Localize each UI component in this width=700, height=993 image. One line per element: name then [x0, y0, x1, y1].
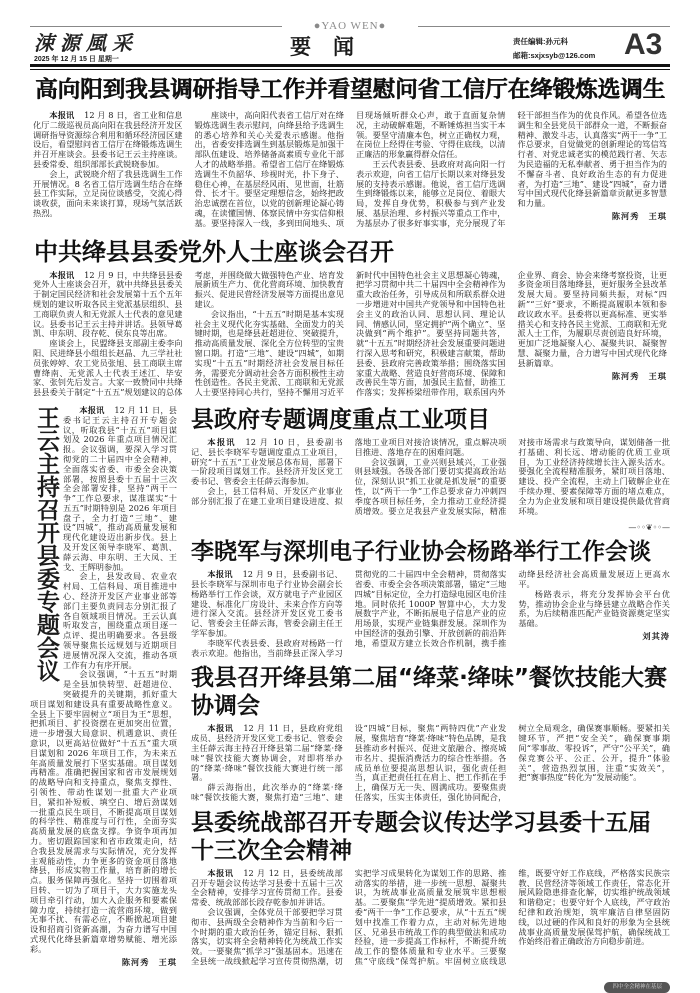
article-headline: 县政府专题调度重点工业项目: [191, 406, 490, 433]
paragraph: [191, 724, 343, 783]
article-body: [191, 438, 670, 516]
paragraph: 会议强调，全体党员干部要把学习贯彻市、县两级全会精神作为当前和今后一个时期的重大政治任务，锚定目标、狠抓落实，切实将全会精神转化为统战工作实效。一要聚焦“抓学习”强基固本。迅速在全县统一战线掀起学习宣传贯彻热潮，切实把学习成果转化为谋划工作的思路、推动落实的举措，进一步统一思想、凝聚共识，为统战事业高质量发展筑牢思想根基。二要聚焦“学先进”提质增效。紧扣县委“两干一争”工作总要求，从“十五五”规划中找准工作着力点，主动对标先进地区、兄弟县市统战工作的典型做法和成功经验，进一步提高工作标杆，不断提升统战工作的整体质量和专业水平。三要聚焦“守底线”保驾护航。牢固树立底线思维，既要守好工作底线，严格落实民族宗教、民营经济等领域工作责任，常态化开展风险隐患排查化解，切实维护统战领域和谐稳定；也要守好个人底线，严守政治纪律和政治规矩，筑牢廉洁自律坚固防线，以过硬的作风和良好的形象为全县统战事业高质量发展保驾护航，确保统战工作始终沿着正确政治方向稳步前进。: [191, 867, 670, 967]
section-tag: ●YAO WEN●: [282, 19, 418, 33]
badge-row: [191, 973, 670, 993]
paragraph: [33, 271, 183, 340]
article-body: [30, 406, 177, 993]
paragraph: [191, 438, 343, 487]
paragraph-text: 12 月 9 日，县委副书记、县长李晓军与深圳市电子行业协会副会长杨路举行工作会谈，双方就电子产业园区建设、标准化厂房设计、未来合作方向等进行深入交流。县经济开发区党工委书记、管委会主任薛云海，管委会副主任王学军参加。: [191, 569, 343, 639]
masthead-logo: 涑源風采: [34, 31, 138, 55]
editor-info: [513, 35, 595, 63]
issue-date: 2025 年 12 月 15 日 星期一: [34, 56, 119, 63]
article-body: [191, 869, 670, 967]
article-headline: 县委统战部召开专题会议传达学习县委十五届十三次全会精神: [191, 809, 651, 864]
paragraph-text: 12 月 12 日，县委统战部召开专题会议传达学习县委十五届十三次全会精神，安排学习宣传贯彻工作。县委常委、统战部部长段存乾参加并讲话。: [191, 867, 343, 908]
lead-tag: 本报讯: [207, 569, 233, 580]
paragraph: 会议指出，“十五五”时期是基本实现社会主义现代化夯实基础、全面发力的关键时期，也是绛县赶超进位、突破提升，推动高质量发展、深化全方位转型的宝贵窗口期。打造“三地”、建设“四城”，如期实现“十五五”时期经济社会发展目标任务，需要充分调动社会各方面积极性主动性创造性。各民主党派、工商联和无党派人士要坚持同心共行，坚持不懈用习近平新时代中国特色社会主义思想凝心铸魂，把学习贯彻中共二十届四中全会精神作为重大政治任务，引导成员和所联系群众进一步增进对中国共产党领导和中国特色社会主义的政治认同、思想认同、理论认同、情感认同，坚定拥护“两个确立”、坚决做到“两个维护”。要坚持同题共答，就“十五五”时期经济社会发展重要问题进行深入思考和研究，积极建言献策，帮助县委、县政府完善政策举措；围绕落实国家重大战略、营造良好营商环境、保障和改善民生等方面，加强民主监督，助推工作落实；发挥桥梁纽带作用，联系国内外企业界、商会、协会来绛考察投资，让更多资金项目落地绛县，更好服务全县改革发展大局。要坚持同频共振，对标“四新”“三好”要求，不断提高履职本领和参政议政水平。县委将以更高标准、更实举措关心和支持各民主党派、工商联和无党派人士工作，为履职尽责创造良好环境，更加广泛地凝聚人心、凝聚共识、凝聚智慧、凝聚力量，合力谱写中国式现代化绛县新篇章。: [194, 269, 667, 398]
paragraph: [191, 570, 343, 639]
paragraph: 会上，县工信科局、开发区产业事业部分别汇报了在建工业项目建设进度、拟落地工业项目对接洽谈情况，重点解决项目推进、落地存在的困难问题。: [191, 436, 507, 506]
header-divider: [30, 64, 670, 67]
byline: 陈河秀 王琪: [611, 210, 667, 221]
paragraph: 王云代表县委、县政府对高向阳一行表示欢迎，向省工信厅长期以来对绛县发展的支持表示感谢。他说，省工信厅选调生到绛锻炼以来，能够立足岗位、着眼大局，发挥自身优势，积极参与到产业发展、基层治理、乡村振兴等重点工作中，为基层办了很多好事实事，充分展现了年轻干部担当作为的优良作风。希望各位选调生和全县党员干部群众一道，不断振奋精神、激发斗志，认真落实“两干一争”工作总要求，自觉做党的创新理论的笃信笃行者、对党忠诚老实的模范践行者、矢志为民造福的无私奉献者、勇于担当作为的不懈奋斗者、良好政治生态的有力促进者，为打造“三地”、建设“四城”，奋力谱写中国式现代化绛县新篇章贡献更多智慧和力量。: [356, 110, 667, 228]
paragraph: 会议强调，工业兴则县域兴，工业强则县域强。各级各部门要切实提高政治站位，深刻认识“抓工业就是抓发展”的重要性，以“两干一争”工作总要求奋力冲刺四季度各项目标任务，全力推动工业经济提质增效。要立足我县产业发展实际，精准对接市场需求与政策导向，谋划储备一批打基础、利长远、增动能的优质工业项目，为工业经济持续增长注入源头活水。要强化全流程精准服务，紧盯项目落地、建设、投产全流程，主动上门破解企业在手续办理、要素保障等方面的堵点难点，全力为企业发展和项目建设提供最优营商环境。: [354, 436, 670, 516]
editor-name: 责任编辑:孙元科: [513, 37, 568, 46]
paragraph: [33, 111, 183, 170]
section-title: 要闻: [290, 34, 376, 59]
page-number: A3: [624, 28, 663, 61]
paragraph-text: 12 月 11 日，县委书记王云主持召开专题会议，听取我县“十五五”项目谋划及 2026 年重点项目情况汇报。会议强调，要深入学习贯彻党的二十届四中全会精神，全面落实省委、市委全会决策部署，按照县委十五届十三次全会部署安排，坚持“两干一争”工作总要求，谋准谋实“十五五”时期特别是 2026 年项目盘子，全力打造“三地”、建设“四城”，推动高质量发展和现代化建设迈出新步伐。县上及开发区领导李晓军、葛凯、薛云海、申东明、王大凤、王戈、王辉明参加。: [63, 404, 177, 572]
lead-tag: 本报讯: [207, 436, 236, 447]
article-headline: 中共绛县县委党外人士座谈会召开: [34, 237, 394, 266]
paragraph: 会上，武锐晓介绍了我县选调生工作开展情况。8 名省工信厅选调生结合在绛县工作实际，立足岗位谈感受，交流心得谈收获，面向未来谈打算，现场气氛活跃热烈。: [33, 168, 183, 218]
article-headline: 王云主持召开县委专题会议: [33, 405, 59, 682]
paragraph: 薛云海指出，此次举办的“绛菜·绛味”餐饮技能大赛，聚焦打造“三地”、建设“四城”目标，聚焦“两特四优”产业发展，聚焦培育“绛菜·绛味”特色品牌，是我县推动乡村振兴、促进文旅融合、擦亮城市名片、提振消费活力的综合性举措。各成员单位要提高思想认识，强化责任担当，真正把责任扛在肩上、把工作抓在手上，确保万无一失、圆满成功。要聚焦责任落实，压实主体责任，强化协同配合，树立全局观念，确保赛事顺畅。要紧扣关键环节，严把“安全关”，确保赛事期间“零事故、零投诉”，严守“公平关”，确保竞赛公平、公正、公开，提升“体验关”，营造热烈氛围，注重“实效关”，把“赛事热度”转化为“发展动能”。: [191, 723, 670, 803]
article-headline: 我县召开绛县第二届“绛菜·绛味”餐饮技能大赛协调会: [191, 665, 667, 720]
column-badge: 四中全会精神在基层: [604, 982, 670, 993]
lead-tag: 本报讯: [207, 867, 234, 878]
header-divider-thin: [30, 69, 670, 70]
right-column: [191, 406, 670, 993]
byline: 刘其涛: [642, 631, 670, 642]
byline: 陈河秀 王琪: [611, 370, 667, 381]
paragraph: 座谈中，高向阳代表省工信厅对在绛锻炼选调生表示慰问，向绛县给予选调生的悉心培养和关心关爱表示感谢。他指出，省委安排选调生到基层锻炼是加强干部队伍建设、培养储备高素质专业化干部人才的战略举措。希望省工信厅在绛锻炼选调生不负韶华、珍视时光，扑下身子、稳住心神，在基层经风雨、见世面，壮筋骨、长才干。要坚定理想信念，始终把政治忠诚摆在首位，以党的创新理论凝心铸魂，在读懂国情、体察民情中夯实信仰根基。要坚持深入一线，多到田间地头、项目现场倾听群众心声，敢于直面复杂情况，主动破解难题，不断锤炼担当实干本领。要坚守清廉本色，树立正确权力观，在岗位上经得住考验、守得住底线，以清正廉洁的形象赢得群众信任。: [194, 110, 506, 228]
article-body: [191, 724, 670, 802]
lower-section: [30, 406, 670, 993]
paragraph-text: 12 月 8 日，省工业和信息化厅二级巡视员高向阳在我县经济开发区调研指导资源综合利用和循环经济园区建设后，看望慰问省工信厅在绛锻炼选调生并召开座谈会。县委书记王云主持座谈。县委常委、组织部部长武锐晓参加。: [33, 110, 183, 169]
paragraph-text: 12 月 10 日，县委副书记、县长李晓军专题调度重点工业项目，研究“十五五”工业发展总体布局，部署下一阶段项目谋划工作。县经济开发区党工委书记、管委会主任薛云海参加。: [191, 436, 343, 487]
page-content: [30, 73, 670, 993]
article-headline: 高向阳到我县调研指导工作并看望慰问省工信厅在绛锻炼选调生: [34, 77, 665, 103]
article-body: [30, 111, 670, 229]
article-headline: 李晓军与深圳电子行业协会杨路举行工作会谈: [191, 539, 651, 566]
editor-email: 邮箱:sxjxsyb@126.com: [513, 51, 596, 60]
ornament-divider: —◦◦❦◦◦—: [628, 523, 670, 533]
paragraph: 会上，县发改局、农业农村局、工信科局、项目推进中心、经济开发区产业事业部等部门主要负责同志分别汇报了各自领域项目情况。王云认真听取发言，围绕重点项目逐一点评、提出明确要求。各县级领导聚焦长远规划与近期项目进展情况深入交流，推动各项工作有力有序开展。: [63, 571, 177, 670]
article-body: [191, 570, 670, 658]
paragraph: 杨路表示，将充分发挥协会平台优势，推动协会企业与绛县建立战略合作关系，为后续精准匹配产业链资源奠定坚实基础。: [518, 588, 670, 629]
paragraph: 会议强调，“十五五”时期是全县加快转型、赶超进位、突破提升的关键期，抓好重大项目谋划和建设具有重要战略性意义。全县上下要牢固树立“项目为王”思想，把抓项目、扩投资摆在更加突出位置，进一步增强大局意识、机遇意识、责任意识，以更高站位做好“十五五”重大项目谋划和 2026 年项目工作，为未来五年高质量发展打下坚实基础。项目谋划再精准。准确把握国家和省市发展规划的战略导向和支持重点，聚焦支撑性、引领性、带动性谋划一批重大产业项目，紧扣补短板、填空白、增后劲谋划一批重点民生项目，不断提高项目谋划的科学性、精准度与可行性，全面夯实高质量发展的底盘支撑。争资争项再加力。密切跟踪国家和省市政策走向，结合我县发展需求与实际情况，充分发挥主观能动性，力争更多的资金项目落地绛县，形成实物工作量，培育新的增长点。服务保障再强化。坚持一切围着项目转、一切为了项目干，大力实施龙头项目牵引行动，加大入企服务和要素保障力度，持续打造一流营商环境，做到无事不扰、有需必应，不断掀起项目建设和招商引资新高潮，为奋力谱写中国式现代化绛县新篇章增势赋能、增光添彩。: [30, 669, 177, 954]
lead-tag: 本报讯: [49, 269, 75, 280]
paragraph-text: 12 月 11 日，县政府党组成员、县经济开发区党工委书记、管委会主任薛云海主持召开绛县第二届“绛菜·绛味”餐饮技能大赛协调会，对即将举办的“绛菜·绛味”餐饮技能大赛进行统一部署。: [191, 723, 343, 783]
lead-tag: 本报讯: [207, 723, 234, 734]
paragraph: 座谈会上，民盟绛县支部副主委李向阳、民进绛县小组组长赵晶、九三学社社员张婷婷、农工党员张旭、县工商联主席曹绛南、无党派人士代表王述江、毕安家、张钊先后发言。大家一致赞同中共绛县县委关于制定“十五五”规划建议的总体考虑，并围绕做大做强特色产业、培育发展新质生产力、优化营商环境、加快教育振兴、促进民营经济发展等方面提出意见建议。: [33, 269, 344, 398]
lead-tag: 本报讯: [79, 404, 105, 415]
byline: 陈河秀 王琪: [121, 956, 177, 967]
paragraph-text: 12 月 9 日，中共绛县县委党外人士座谈会召开，就中共绛县县委关于制定国民经济和社会发展第十五个五年规划的建议听取各民主党派基层组织、县工商联负责人和无党派人士代表的意见建议。县委书记王云主持并讲话。县领导葛凯、申东明、段存乾、侯东良等出席。: [33, 269, 183, 339]
lead-tag: 本报讯: [49, 110, 75, 120]
paragraph: 李晓军代表县委、县政府对杨路一行表示欢迎。他指出，当前绛县正深入学习贯彻党的二十届四中全会精神，贯彻落实省委、市委全会各项决策部署，锚定“三地四城”目标定位，全力打造绿电园区电价洼地。同时依托 1000P 智算中心，大力发展数字产业，不断拓展电子信息产业的应用场景，实现产业链集群发展。深圳作为中国经济的强劲引擎、开放创新的前沿阵地，希望双方建立长效合作机制，携手推动绛县经济社会高质量发展迈上更高水平。: [191, 569, 670, 658]
paragraph: [191, 869, 343, 908]
article-body: [30, 271, 670, 398]
